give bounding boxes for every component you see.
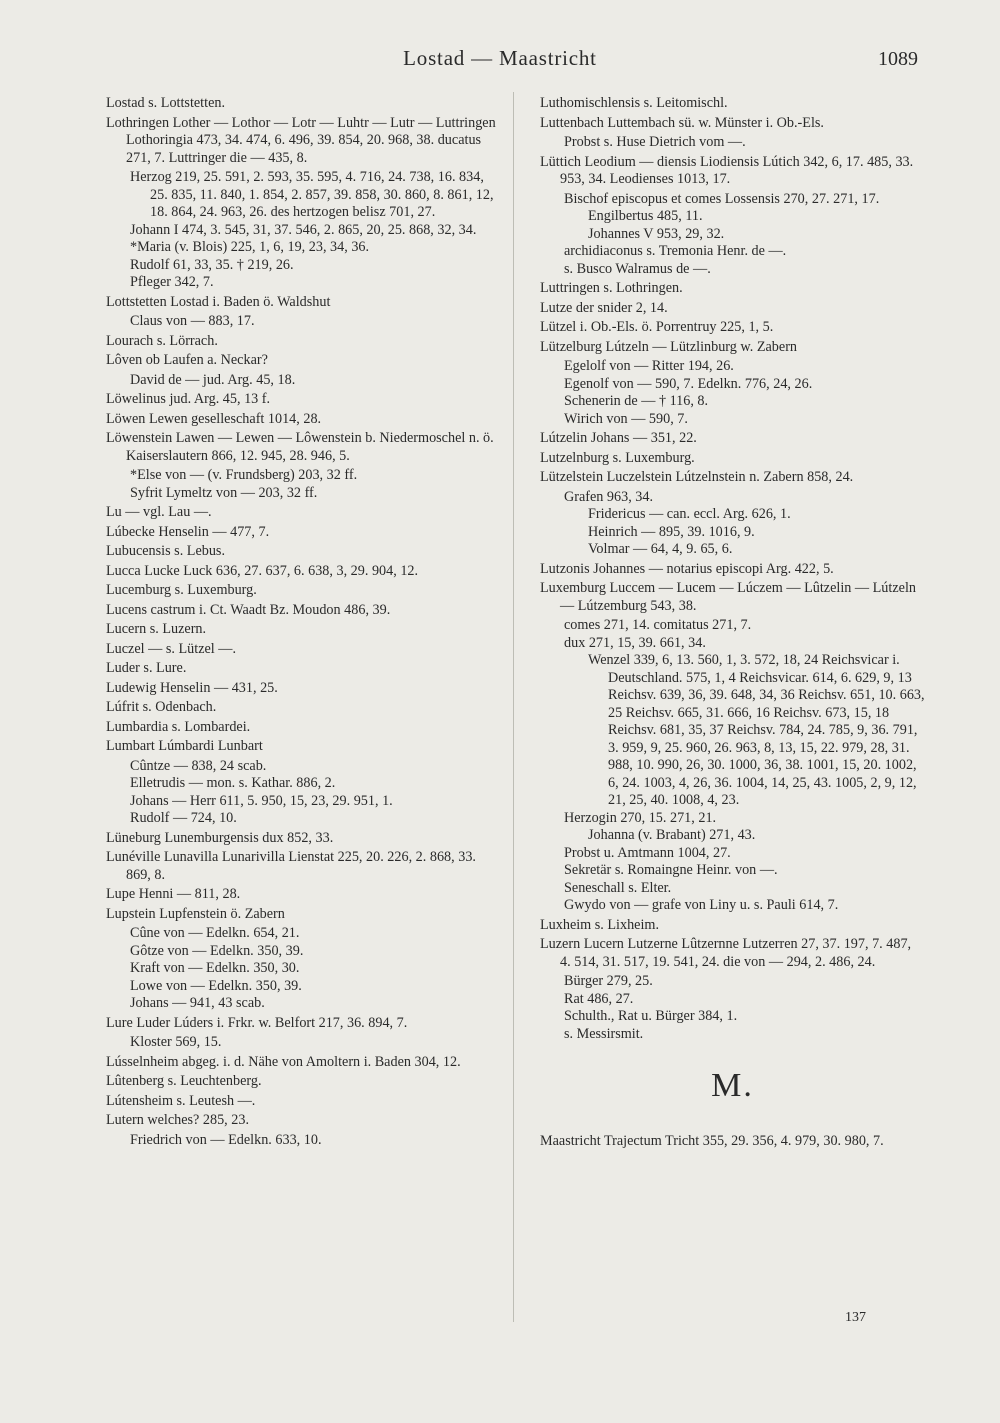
index-subentry: David de — jud. Arg. 45, 18. xyxy=(130,371,296,388)
index-subentry: Herzog 219, 25. 591, 2. 593, 35. 595, 4. 716, 24. 738, 16. 834, 25. 835, 11. 840, 1. 854, 2. 857, 39. 858, 30. 860, 8. 861, 12, 18. 864, 24. 963, 26. des hertzogen belisz 701, 27. xyxy=(130,169,494,220)
index-subentry: Lowe von — Edelkn. 350, 39. xyxy=(130,977,302,994)
index-entry: Luxheim s. Lixheim. xyxy=(540,916,660,933)
index-entry: Luczel — s. Lützel —. xyxy=(106,640,237,657)
index-entry: Lúfrit s. Odenbach. xyxy=(106,699,217,715)
index-subentry: *Else von — (v. Frundsberg) 203, 32 ff. xyxy=(130,467,358,483)
index-entry: Lutern welches? 285, 23. xyxy=(106,1112,250,1128)
index-entry: Ludewig Henselin — 431, 25. xyxy=(106,679,278,696)
index-entry: Lützel i. Ob.-Els. ö. Porrentruy 225, 1, 5. xyxy=(540,319,774,335)
index-entry: Lumbart Lúmbardi Lunbart xyxy=(106,738,263,754)
right-column xyxy=(540,93,925,1152)
index-subentry: Syfrit Lymeltz von — 203, 32 ff. xyxy=(130,484,318,501)
index-subentry: Johans — 941, 43 scab. xyxy=(130,995,265,1011)
index-entry: Lure Luder Lúders i. Frkr. w. Belfort 217, 36. 894, 7. xyxy=(106,1014,408,1031)
index-entry: Lu — vgl. Lau —. xyxy=(106,504,212,520)
index-entry: Lucern s. Luzern. xyxy=(106,621,207,637)
index-entry: Maastricht Trajectum Tricht 355, 29. 356, 4. 979, 30. 980, 7. xyxy=(540,1132,884,1149)
index-subentry: Kraft von — Edelkn. 350, 30. xyxy=(130,960,300,976)
index-subentry: Cûne von — Edelkn. 654, 21. xyxy=(130,925,300,941)
index-subentry: Heinrich — 895, 39. 1016, 9. xyxy=(588,523,755,540)
index-subentry: Johans — Herr 611, 5. 950, 15, 23, 29. 951, 1. xyxy=(130,792,393,809)
index-subentry: Johannes V 953, 29, 32. xyxy=(588,225,725,242)
index-entry: Löwenstein Lawen — Lewen — Lôwenstein b. Niedermoschel n. ö. Kaiserslautern 866, 12. 945, 28. 946, 5. xyxy=(106,430,494,464)
index-entry: Lottstetten Lostad i. Baden ö. Waldshut xyxy=(106,293,331,310)
index-subentry: Egelolf von — Ritter 194, 26. xyxy=(564,358,734,374)
index-subentry: Kloster 569, 15. xyxy=(130,1034,222,1050)
index-entry: Lubucensis s. Lebus. xyxy=(106,543,226,559)
index-subentry: Volmar — 64, 4, 9. 65, 6. xyxy=(588,541,733,557)
index-entry: Luttenbach Luttembach sü. w. Münster i. Ob.-Els. xyxy=(540,114,824,131)
index-subentry: comes 271, 14. comitatus 271, 7. xyxy=(564,617,752,633)
right-column-entries-after-heading xyxy=(540,1133,925,1151)
index-subentry: Claus von — 883, 17. xyxy=(130,313,255,329)
index-subentry: Bürger 279, 25. xyxy=(564,973,653,989)
index-subentry: Sekretär s. Romaingne Heinr. von —. xyxy=(564,862,778,878)
index-entry: Lüneburg Lunemburgensis dux 852, 33. xyxy=(106,829,334,846)
index-entry: Lôven ob Laufen a. Neckar? xyxy=(106,352,268,368)
index-subentry: Wenzel 339, 6, 13. 560, 1, 3. 572, 18, 24 Reichsvicar i. Deutschland. 575, 1, 4 Reichsvicar. 614, 6. 629, 9, 13 Reichsv. 639, 36, 39. 648, 34, 36 Reichsv. 651, 10. 663, 25 Reichsv. 665, 31. 666, 16 Reichsv. 673, 15, 18 Reichsv. 681, 35, 37 Reichsv. 784, 24. 785, 9, 36. 791, 3. 959, 9, 25. 960, 26. 963, 8, 13, 15, 22. 979, 28, 31. 988, 10. 990, 26, 30. 1000, 36, 38. 1001, 15, 20. 1002, 6, 24. 1003, 4, 26, 36. 1004, 14, 25, 43. 1005, 2, 9, 12, 21, 25, 40. 1008, 4, 23. xyxy=(588,652,925,808)
index-subentry: Schenerin de — † 116, 8. xyxy=(564,393,709,409)
index-entry: Lússelnheim abgeg. i. d. Nähe von Amoltern i. Baden 304, 12. xyxy=(106,1053,461,1070)
index-subentry: Rudolf 61, 33, 35. † 219, 26. xyxy=(130,256,294,273)
index-subentry: Elletrudis — mon. s. Kathar. 886, 2. xyxy=(130,775,336,791)
index-subentry: s. Messirsmit. xyxy=(564,1025,644,1042)
left-column xyxy=(106,93,504,1149)
index-entry: Luzern Lucern Lutzerne Lûtzernne Lutzerren 27, 37. 197, 7. 487, 4. 514, 31. 517, 19. 541, 24. die von — 294, 2. 486, 24. xyxy=(540,936,912,970)
index-subentry: Cûntze — 838, 24 scab. xyxy=(130,757,267,774)
index-entry: Lupe Henni — 811, 28. xyxy=(106,886,241,902)
index-subentry: Probst s. Huse Dietrich vom —. xyxy=(564,134,746,150)
index-subentry: s. Busco Walramus de —. xyxy=(564,260,711,277)
index-entry: Luxemburg Luccem — Lucem — Lúczem — Lûtzelin — Lútzeln — Lútzemburg 543, 38. xyxy=(540,580,916,614)
index-entry: Lostad s. Lottstetten. xyxy=(106,95,226,111)
index-subentry: Bischof episcopus et comes Lossensis 270, 27. 271, 17. xyxy=(564,190,880,207)
index-entry: Lutze der snider 2, 14. xyxy=(540,299,668,316)
section-letter-heading: M. xyxy=(711,1067,754,1104)
page-number: 1089 xyxy=(878,48,918,70)
index-entry: Lothringen Lother — Lothor — Lotr — Luhtr — Lutr — Luttringen Lothoringia 473, 34. 474, 6. 496, 39. 854, 20. 968, 38. ducatus 271, 7. Luttringer die — 435, 8. xyxy=(106,114,496,166)
index-subentry: Friedrich von — Edelkn. 633, 10. xyxy=(130,1131,322,1148)
index-entry: Lützelstein Luczelstein Lútzelnstein n. Zabern 858, 24. xyxy=(540,469,854,485)
index-subentry: Fridericus — can. eccl. Arg. 626, 1. xyxy=(588,506,791,522)
running-title: Lostad — Maastricht xyxy=(403,46,597,70)
index-subentry: *Maria (v. Blois) 225, 1, 6, 19, 23, 34, 36. xyxy=(130,239,370,255)
index-entry: Lucens castrum i. Ct. Waadt Bz. Moudon 486, 39. xyxy=(106,601,391,618)
index-entry: Lüttich Leodium — diensis Liodiensis Lútich 342, 6, 17. 485, 33. 953, 34. Leodienses 1013, 17. xyxy=(540,153,914,187)
index-subentry: Schulth., Rat u. Bürger 384, 1. xyxy=(564,1008,738,1024)
index-entry: Lucemburg s. Luxemburg. xyxy=(106,582,257,598)
index-subentry: Gôtze von — Edelkn. 350, 39. xyxy=(130,942,304,959)
column-divider xyxy=(513,92,514,1322)
index-entry: Luder s. Lure. xyxy=(106,660,187,676)
index-entry: Lunéville Lunavilla Lunarivilla Lienstat 225, 20. 226, 2. 868, 33. 869, 8. xyxy=(106,849,476,883)
index-entry: Lützelburg Lútzeln — Lützlinburg w. Zabern xyxy=(540,338,798,355)
signature-mark: 137 xyxy=(845,1310,866,1325)
index-entry: Lupstein Lupfenstein ö. Zabern xyxy=(106,905,285,922)
index-entry: Lumbardia s. Lombardei. xyxy=(106,718,251,735)
page-header xyxy=(0,46,1000,78)
index-entry: Lucca Lucke Luck 636, 27. 637, 6. 638, 3, 29. 904, 12. xyxy=(106,562,419,579)
index-subentry: archidiaconus s. Tremonia Henr. de —. xyxy=(564,243,787,259)
index-entry: Löwelinus jud. Arg. 45, 13 f. xyxy=(106,391,271,407)
index-subentry: Johann I 474, 3. 545, 31, 37. 546, 2. 865, 20, 25. 868, 32, 34. xyxy=(130,221,477,238)
index-entry: Luthomischlensis s. Leitomischl. xyxy=(540,95,728,111)
index-entry: Lútensheim s. Leutesh —. xyxy=(106,1092,256,1109)
index-subentry: dux 271, 15, 39. 661, 34. xyxy=(564,634,706,651)
index-subentry: Herzogin 270, 15. 271, 21. xyxy=(564,809,717,826)
index-subentry: Johanna (v. Brabant) 271, 43. xyxy=(588,827,756,843)
index-subentry: Rat 486, 27. xyxy=(564,990,634,1007)
index-subentry: Grafen 963, 34. xyxy=(564,488,654,505)
index-subentry: Pfleger 342, 7. xyxy=(130,274,214,290)
index-entry: Lourach s. Lörrach. xyxy=(106,332,218,349)
index-entry: Lutzonis Johannes — notarius episcopi Arg. 422, 5. xyxy=(540,560,834,577)
index-entry: Löwen Lewen geselleschaft 1014, 28. xyxy=(106,410,322,427)
index-subentry: Probst u. Amtmann 1004, 27. xyxy=(564,844,731,861)
index-subentry: Egenolf von — 590, 7. Edelkn. 776, 24, 26. xyxy=(564,375,813,392)
index-subentry: Engilbertus 485, 11. xyxy=(588,208,703,224)
index-subentry: Rudolf — 724, 10. xyxy=(130,810,237,826)
right-column-entries xyxy=(540,95,925,1043)
index-subentry: Wirich von — 590, 7. xyxy=(564,410,688,427)
index-subentry: Seneschall s. Elter. xyxy=(564,879,672,896)
index-entry: Lûtenberg s. Leuchtenberg. xyxy=(106,1073,262,1089)
index-entry: Lutzelnburg s. Luxemburg. xyxy=(540,449,695,466)
index-entry: Luttringen s. Lothringen. xyxy=(540,280,683,296)
index-entry: Lútzelin Johans — 351, 22. xyxy=(540,430,697,446)
index-entry: Lúbecke Henselin — 477, 7. xyxy=(106,523,270,540)
index-subentry: Gwydo von — grafe von Liny u. s. Pauli 614, 7. xyxy=(564,897,839,913)
